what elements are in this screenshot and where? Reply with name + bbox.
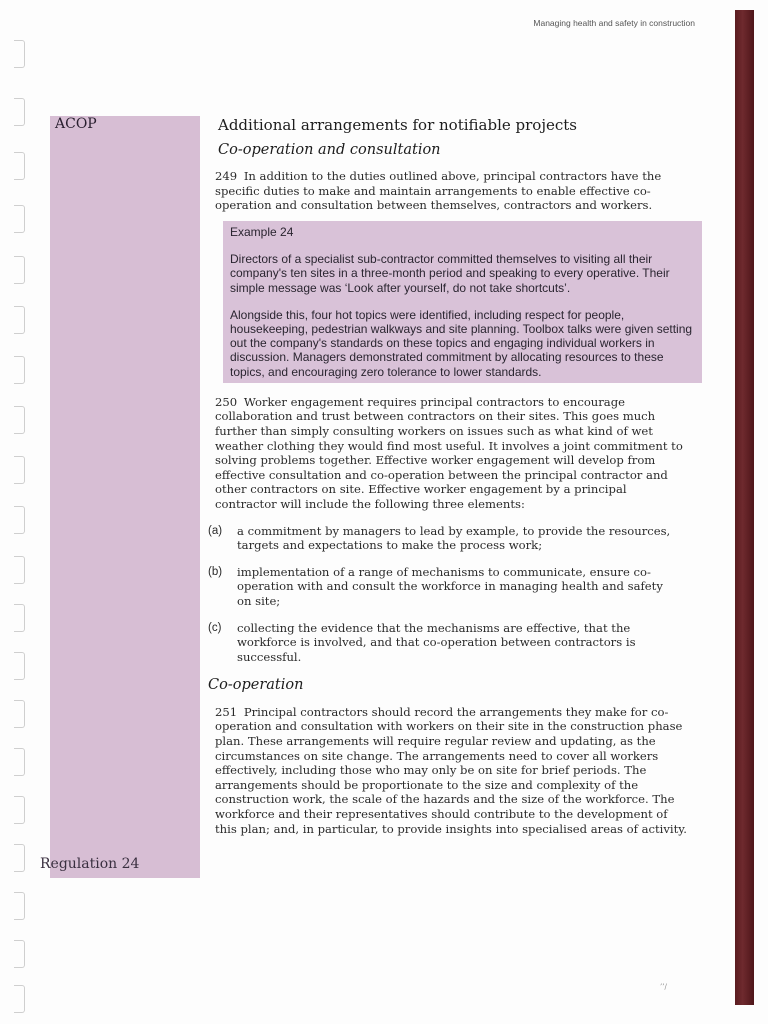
engagement-elements-list [208,524,688,665]
paragraph-number: 249 [215,169,238,184]
sidebar-label-regulation: Regulation 24 [40,856,140,872]
list-item [208,524,688,553]
paragraph-250 [208,395,688,512]
running-header: Managing health and safety in construction [533,18,695,28]
list-item-text: collecting the evidence that the mechanisms are effective, that the workforce is involved, and that co-operation between contractors is successful. [237,620,636,664]
page-folio: ’’/ [660,983,667,991]
acop-sidebar [50,116,200,878]
list-marker: (b) [208,565,223,578]
page-edge-band [735,10,754,1005]
paragraph-text: Worker engagement requires principal contractors to encourage collaboration and trust between contractors on their sites. This goes much further than simply consulting workers on issues such as what kind of wet weather clothing they would find most useful. It involves a joint commitment to solving problems together. Effective worker engagement will develop from effective consultation and co-operation between the principal contractor and other contractors on site. Effective worker engagement by a principal contractor will include the following three elements: [215,394,683,511]
example-paragraph: Directors of a specialist sub-contractor committed themselves to visiting all their company's ten sites in a three-month period and speaking to every operative. Their simple message was ‘Look after yourself, do not take shortcuts’. [230,252,670,295]
sidebar-label-acop: ACOP [55,116,97,132]
subheading-cooperation-consultation: Co-operation and consultation [218,141,441,158]
example-title: Example 24 [230,224,294,239]
subheading-cooperation: Co-operation [208,677,304,694]
example-paragraph: Alongside this, four hot topics were identified, including respect for people, housekeeping, pedestrian walkways and site planning. Toolbox talks were given setting out the company's standards on these topics and engaging individual workers in discussion. Managers demonstrated commitment by allocating resources to these topics, and encouraging zero tolerance to lower standards. [230,307,693,379]
binding-holes [14,40,28,1020]
list-item [208,621,688,665]
paragraph-number: 251 [215,704,238,719]
section-heading: Additional arrangements for notifiable projects [218,116,577,134]
paragraph-249 [208,169,688,213]
list-item [208,565,688,609]
paragraph-text: In addition to the duties outlined above, principal contractors have the specific duties to make and maintain arrangements to enable effective co-operation and consultation between themselves, contractors and workers. [215,169,662,213]
paragraph-text: Principal contractors should record the arrangements they make for co-operation and consultation with workers on their site in the construction phase plan. These arrangements will require regular review and updating, as the circumstances on site change. The arrangements need to cover all workers effectively, including those who may only be on site for brief periods. The arrangements should be proportionate to the size and complexity of the construction work, the scale of the hazards and the size of the workforce. The workforce and their representatives should contribute to the development of this plan; and, in particular, to provide insights into specialised areas of activity. [215,704,687,836]
list-marker: (a) [208,524,223,537]
list-item-text: implementation of a range of mechanisms to communicate, ensure co-operation with and consult the workforce in managing health and safety on site; [237,564,663,608]
list-marker: (c) [208,621,222,634]
main-content [208,116,693,836]
example-box [223,221,702,383]
paragraph-number: 250 [215,394,238,409]
paragraph-251 [208,705,688,836]
list-item-text: a commitment by managers to lead by example, to provide the resources, targets and expectations to make the process work; [237,523,671,553]
